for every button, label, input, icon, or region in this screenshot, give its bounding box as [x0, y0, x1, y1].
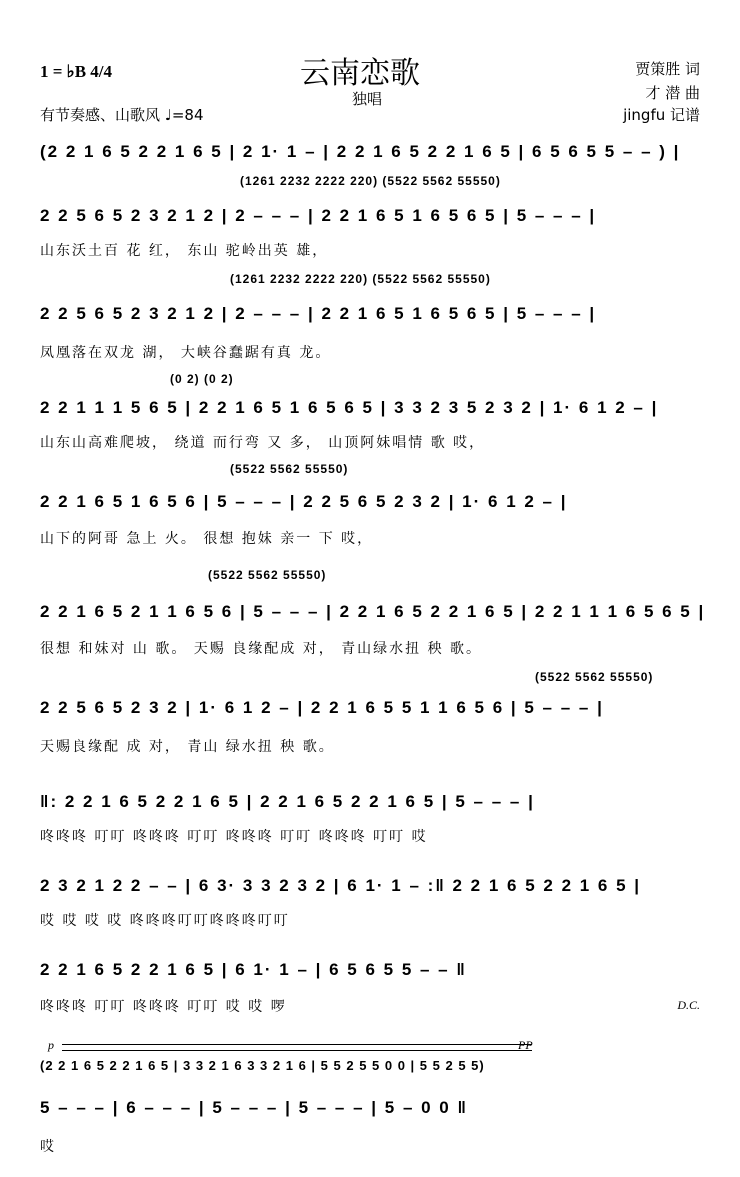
- notation: 2 2 5 6 5 2 3 2 1 2 | 2 – – – | 2 2 1 6 5 1 6 5 6 5 | 5 – – – |: [40, 206, 597, 225]
- notation: 2 2 1 6 5 2 1 1 6 5 6 | 5 – – – | 2 2 1 6 5 2 2 1 6 5 | 2 2 1 1 1 6 5 6 5 |: [40, 602, 706, 621]
- score-line-3: [40, 370, 700, 460]
- ornament-notation: (5522 5562 55550): [230, 462, 349, 476]
- lyricist-credit: 贾策胜 词: [635, 60, 700, 78]
- notation: ‖: 2 2 1 6 5 2 2 1 6 5 | 2 2 1 6 5 2 2 1 6 5 | 5 – – – |: [40, 792, 535, 811]
- lyrics: 山东山高难爬坡， 绕道 而行弯 又 多， 山顶阿妹唱情 歌 哎，: [40, 435, 486, 451]
- notation: 2 2 1 6 5 2 2 1 6 5 | 6 1· 1 – | 6 5 6 5 5 – – ‖: [40, 960, 467, 979]
- diminuendo-line: [62, 1050, 532, 1051]
- notation: 2 2 1 1 1 5 6 5 | 2 2 1 6 5 1 6 5 6 5 | 3 3 2 3 5 2 3 2 | 1· 6 1 2 – |: [40, 398, 659, 417]
- transcriber-credit: jingfu 记谱: [623, 106, 700, 124]
- score-line-9: [40, 946, 700, 1022]
- ornament-notation: (5522 5562 55550): [208, 568, 327, 582]
- notation: 2 2 1 6 5 1 6 5 6 | 5 – – – | 2 2 5 6 5 2 3 2 | 1· 6 1 2 – |: [40, 492, 568, 511]
- lyrics: 凤凰落在双龙 湖， 大峡谷蠢踞有真 龙。: [40, 345, 332, 361]
- key-signature: 1 = ♭B 4/4: [40, 62, 113, 81]
- score-line-5: [40, 568, 706, 660]
- ornament-notation: (1261 2232 2222 220) (5522 5562 55550): [230, 272, 491, 286]
- tempo-marking: 有节奏感、山歌风 ♩=84: [40, 106, 204, 124]
- score-line-coda: [40, 1034, 700, 1164]
- diminuendo-line: [62, 1044, 532, 1045]
- lyrics: 山下的阿哥 急上 火。 很想 抱妹 亲一 下 哎，: [40, 531, 374, 547]
- da-capo-marking: D.C.: [677, 998, 700, 1012]
- dynamic-p: p: [48, 1038, 54, 1052]
- score-line-intro: [40, 140, 700, 170]
- lyrics: 咚咚咚 叮叮 咚咚咚 叮叮 哎 哎 啰: [40, 999, 287, 1015]
- score-line-6: [40, 670, 700, 762]
- score-line-2: [40, 272, 700, 364]
- dynamic-pp: PP: [518, 1038, 533, 1052]
- notation: 2 3 2 1 2 2 – – | 6 3· 3 3 2 3 2 | 6 1· 1 – :‖ 2 2 1 6 5 2 2 1 6 5 |: [40, 876, 642, 895]
- accompaniment-notation: (2 2 1 6 5 2 2 1 6 5 | 3 3 2 1 6 3 3 2 1 6 | 5 5 2 5 5 0 0 | 5 5 2 5 5): [40, 1058, 485, 1073]
- song-title: 云南恋歌: [300, 56, 420, 91]
- score-line-8: [40, 862, 700, 936]
- composer-credit: 才 潜 曲: [645, 84, 700, 102]
- lyrics: 山东沃土百 花 红， 东山 驼岭出英 雄，: [40, 243, 329, 259]
- notation: 5 – – – | 6 – – – | 5 – – – | 5 – – – | 5 – 0 0 ‖: [40, 1098, 468, 1117]
- lyrics: 哎 哎 哎 哎 咚咚咚叮叮咚咚咚叮叮: [40, 913, 290, 929]
- score-line-7: [40, 780, 700, 850]
- notation: 2 2 5 6 5 2 3 2 | 1· 6 1 2 – | 2 2 1 6 5 5 1 1 6 5 6 | 5 – – – |: [40, 698, 604, 717]
- lyrics: 天赐良缘配 成 对， 青山 绿水扭 秧 歌。: [40, 739, 335, 755]
- lyrics: 咚咚咚 叮叮 咚咚咚 叮叮 咚咚咚 叮叮 咚咚咚 叮叮 哎: [40, 829, 428, 845]
- score-line-4: [40, 462, 700, 552]
- notation: 2 2 5 6 5 2 3 2 1 2 | 2 – – – | 2 2 1 6 5 1 6 5 6 5 | 5 – – – |: [40, 304, 597, 323]
- lyrics: 哎: [40, 1139, 56, 1155]
- performance-type: 独唱: [352, 90, 383, 108]
- ornament-notation: (1261 2232 2222 220) (5522 5562 55550): [240, 174, 501, 188]
- score-line-1: [40, 174, 700, 266]
- lyrics: 很想 和妹对 山 歌。 天赐 良缘配成 对， 青山绿水扭 秧 歌。: [40, 641, 483, 657]
- ornament-notation: (5522 5562 55550): [535, 670, 654, 684]
- ornament-notation: (0 2) (0 2): [170, 372, 234, 386]
- notation: (2 2 1 6 5 2 2 1 6 5 | 2 1· 1 – | 2 2 1 6 5 2 2 1 6 5 | 6 5 6 5 5 – – ) |: [40, 142, 681, 161]
